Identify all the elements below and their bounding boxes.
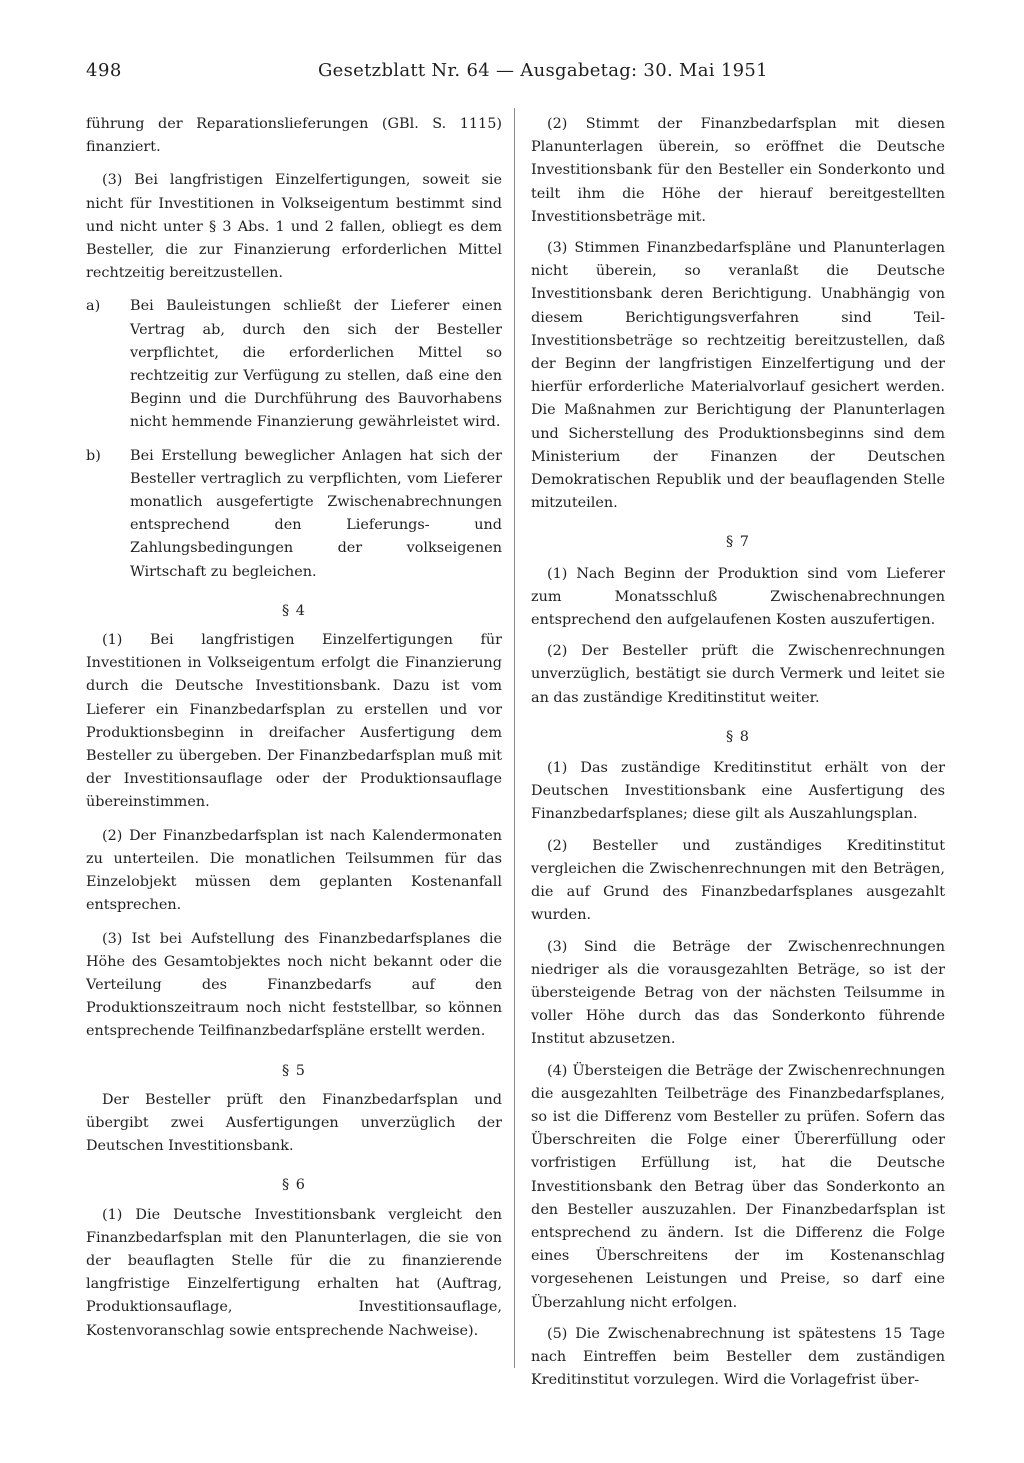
sec5-paragraph-1: Der Besteller prüft den Finanzbedarfsplan und übergibt zwei Ausfertigungen unverzüglich der Deutschen Investitionsbank. (86, 1091, 502, 1155)
sec8-paragraph-3: (3) Sind die Beträge der Zwischenrechnungen niedriger als die vorausgezahlten Beträge, so ist der übersteigende Betrag von der nächsten Teilsumme in voller Höhe durch das das Sonderkonto führende Institut abzusetzen. (531, 938, 945, 1048)
sec6-paragraph-1: (1) Die Deutsche Investitionsbank vergleicht den Finanzbedarfsplan mit den Planunterlagen, die sie von der beauflagten Stelle für die zu finanzierende langfristige Einzelfertigung erhalten hat (Auftrag, Produktionsauflage, Investitionsauflage, Kostenvoranschlag sowie entsprechende Nachweise). (86, 1206, 502, 1339)
list-marker-b: b) (86, 447, 101, 464)
list-item-b (86, 445, 502, 584)
list-text-b: Bei Erstellung beweglicher Anlagen hat sich der Besteller vertraglich zu verpflichten, vom Lieferer monatlich ausgefertigte Zwischenabrechnungen entsprechend den Lieferungs- und Zahlungsbedingungen der volkseigenen Wirtschaft zu begleichen. (130, 447, 502, 580)
list-text-a: Bei Bauleistungen schließt der Lieferer einen Vertrag ab, durch den sich der Besteller verpflichtet, die erforderlichen Mittel so rechtzeitig zur Verfügung zu stellen, daß eine den Beginn und die Durchführung des Bauvorhabens nicht hemmende Finanzierung gewährleistet wird. (130, 298, 502, 431)
list-marker-a: a) (86, 298, 101, 315)
page-header (86, 60, 946, 90)
sec4-paragraph-3: (3) Ist bei Aufstellung des Finanzbedarfsplanes die Höhe des Gesamtobjektes noch nicht bekannt oder die Verteilung des Finanzbedarfs auf den Produktionszeitraum noch nicht feststellbar, so können entsprechende Teilfinanzbedarfspläne erstellt werden. (86, 930, 502, 1040)
sec8-paragraph-4: (4) Übersteigen die Beträge der Zwischenrechnungen die ausgezahlten Teilbeträge des Finanzbedarfsplanes, so ist die Differenz vom Besteller zu prüfen. Sofern das Überschreiten die Folge einer Übererfüllung oder vorfristigen Erfüllung ist, hat die Deutsche Investitionsbank den Betrag über das Sonderkonto an den Besteller auszuzahlen. Der Finanzbedarfsplan ist entsprechend zu ändern. Ist die Differenz die Folge eines Überschreitens der im Kostenanschlag vorgesehenen Leistungen und Preise, so darf eine Überzahlung nicht erfolgen. (531, 1062, 945, 1311)
sec7-paragraph-1: (1) Nach Beginn der Produktion sind vom Lieferer zum Monatsschluß Zwischenabrechnungen entsprechend den aufgelaufenen Kosten auszufertigen. (531, 565, 945, 629)
column-divider (514, 108, 515, 1368)
section-heading-7: § 7 (726, 534, 750, 551)
page-number: 498 (86, 60, 122, 81)
running-head: Gesetzblatt Nr. 64 — Ausgabetag: 30. Mai 1951 (318, 60, 768, 81)
section-heading-6: § 6 (282, 1177, 306, 1194)
sec6-paragraph-3: (3) Stimmen Finanzbedarfspläne und Planunterlagen nicht überein, so veranlaßt die Deutsche Investitionsbank deren Berichtigung. Unabhängig von diesem Berichtigungsverfahren sind Teil-Investitionsbeträge so rechtzeitig bereitzustellen, daß der Beginn der langfristigen Einzelfertigung und der hierfür erforderliche Materialvorlauf gesichert werden. Die Maßnahmen zur Berichtigung der Planunterlagen und Sicherstellung des Produktionsbeginns sind dem Ministerium der Finanzen der Deutschen Demokratischen Republik und der beauflagenden Stelle mitzuteilen. (531, 240, 945, 512)
sec8-paragraph-5: (5) Die Zwischenabrechnung ist spätestens 15 Tage nach Eintreffen beim Besteller dem zuständigen Kreditinstitut vorzulegen. Wird die Vorlagefrist über- (531, 1325, 945, 1389)
section-heading-8: § 8 (726, 728, 750, 745)
sec4-paragraph-2: (2) Der Finanzbedarfsplan ist nach Kalendermonaten zu unterteilen. Die monatlichen Teilsummen für das Einzelobjekt müssen dem geplanten Kostenanfall entsprechen. (86, 827, 502, 914)
list-item-a (86, 295, 502, 434)
sec6-paragraph-2: (2) Stimmt der Finanzbedarfsplan mit diesen Planunterlagen überein, so eröffnet die Deutsche Investitionsbank für den Besteller ein Sonderkonto und teilt ihm die Höhe der hierauf bereitgestellten Investitionsbeträge mit. (531, 116, 945, 225)
section-heading-5: § 5 (282, 1062, 306, 1079)
paragraph-continuation: führung der Reparationslieferungen (GBl. S. 1115) finanziert. (86, 116, 502, 156)
section-heading-4: § 4 (282, 602, 306, 619)
left-column (86, 113, 502, 1353)
paragraph-abs3: (3) Bei langfristigen Einzelfertigungen, soweit sie nicht für Investitionen in Volkseigentum bestimmt sind und nicht unter § 3 Abs. 1 und 2 fallen, obliegt es dem Besteller, die zur Finanzierung erforderlichen Mittel rechtzeitig bereitzustellen. (86, 172, 502, 282)
sec4-paragraph-1: (1) Bei langfristigen Einzelfertigungen für Investitionen in Volkseigentum erfolgt die Finanzierung durch die Deutsche Investitionsbank. Dazu ist vom Lieferer ein Finanzbedarfsplan zu erstellen und vor Produktionsbeginn in dreifacher Ausfertigung dem Besteller zu übergeben. Der Finanzbedarfsplan muß mit der Investitionsauflage oder der Produktionsauflage übereinstimmen. (86, 632, 502, 811)
sec7-paragraph-2: (2) Der Besteller prüft die Zwischenrechnungen unverzüglich, bestätigt sie durch Vermerk und leitet sie an das zuständige Kreditinstitut weiter. (531, 643, 945, 706)
right-column (531, 113, 945, 1400)
sec8-paragraph-1: (1) Das zuständige Kreditinstitut erhält von der Deutschen Investitionsbank eine Ausfertigung des Finanzbedarfsplanes; diese gilt als Auszahlungsplan. (531, 760, 945, 823)
sec8-paragraph-2: (2) Besteller und zuständiges Kreditinstitut vergleichen die Zwischenrechnungen mit den Beträgen, die auf Grund des Finanzbedarfsplanes ausgezahlt wurden. (531, 837, 945, 924)
